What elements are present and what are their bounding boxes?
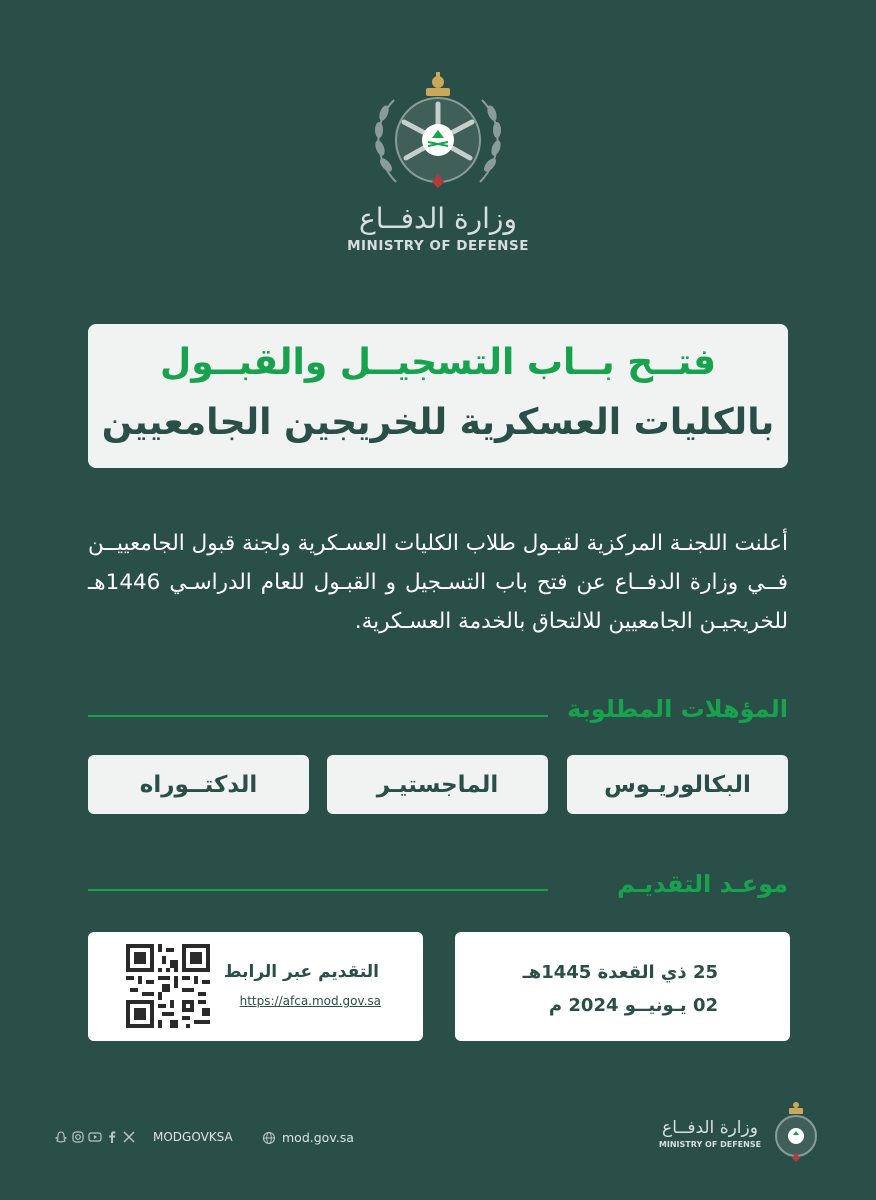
date-hijri: 25 ذي القعدة 1445هـ bbox=[522, 962, 718, 983]
ministry-emblem bbox=[366, 70, 510, 200]
website-text[interactable]: mod.gov.sa bbox=[282, 1130, 354, 1145]
application-date-card bbox=[455, 932, 790, 1041]
website-link[interactable] bbox=[262, 1130, 354, 1145]
title-line-1: فتــح بــاب التسجيــل والقبــول bbox=[159, 342, 717, 383]
apply-url-link[interactable]: https://afca.mod.gov.sa bbox=[239, 994, 381, 1008]
social-links bbox=[54, 1130, 233, 1144]
footer-ministry-name-english: MINISTRY OF DEFENSE bbox=[658, 1140, 762, 1149]
globe-icon bbox=[262, 1131, 276, 1145]
section-divider bbox=[88, 889, 548, 891]
facebook-icon[interactable] bbox=[105, 1130, 119, 1144]
social-handle: MODGOVKSA bbox=[153, 1130, 233, 1144]
qualification-master: الماجستيـر bbox=[327, 755, 548, 814]
snapchat-icon[interactable] bbox=[54, 1130, 68, 1144]
qualification-doctorate: الدكتــوراه bbox=[88, 755, 309, 814]
youtube-icon[interactable] bbox=[88, 1130, 102, 1144]
instagram-icon[interactable] bbox=[71, 1130, 85, 1144]
ministry-name-english: MINISTRY OF DEFENSE bbox=[347, 238, 529, 254]
application-date-heading: موعـد التقديـم bbox=[617, 870, 788, 898]
apply-link-card[interactable] bbox=[88, 932, 423, 1041]
footer-ministry-name-arabic: وزارة الدفــاع bbox=[662, 1118, 758, 1138]
title-line-2: بالكليات العسكرية للخريجين الجامعيين bbox=[101, 402, 775, 443]
title-panel bbox=[88, 324, 788, 468]
qualification-bachelor: البكالوريـوس bbox=[567, 755, 788, 814]
date-gregorian: 02 يـونيــو 2024 م bbox=[548, 995, 718, 1016]
ministry-name-arabic: وزارة الدفــاع bbox=[359, 202, 517, 235]
footer-ministry-emblem bbox=[768, 1102, 824, 1164]
qualifications-heading: المؤهلات المطلوبة bbox=[567, 695, 788, 723]
x-icon[interactable] bbox=[122, 1130, 136, 1144]
announcement-text: أعلنت اللجنـة المركزية لقبـول طلاب الكليات العسـكرية ولجنة قبول الجامعييــن فــي وزارة الدفــاع عن فتح باب التسـجيل و القبـول للعام الدراسـي 1446هـ للخريجيـن الجامعيين للالتحاق بالخدمة العسـكرية. bbox=[88, 531, 788, 634]
qr-code-icon[interactable] bbox=[126, 944, 210, 1028]
apply-via-link-label: التقديم عبر الرابط bbox=[223, 962, 379, 982]
section-divider bbox=[88, 715, 548, 717]
